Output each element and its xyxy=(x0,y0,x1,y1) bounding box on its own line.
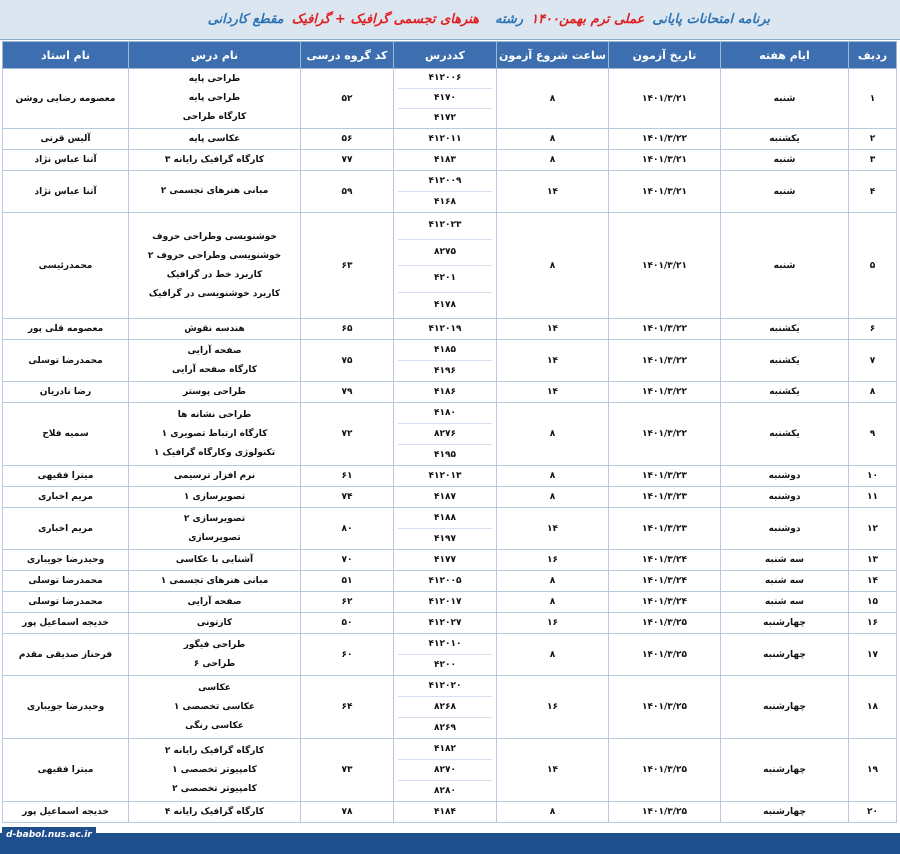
course-code: ۴۱۲۰۱۹ xyxy=(428,324,462,334)
cell-teacher: خدیجه اسماعیل پور xyxy=(3,613,129,634)
cell-day: چهارشنبه xyxy=(721,613,849,634)
course-code: ۴۱۸۷ xyxy=(434,492,456,502)
cell-date: ۱۴۰۱/۳/۲۲ xyxy=(609,403,721,466)
cell-group-code: ۷۲ xyxy=(301,403,394,466)
course-code: ۴۱۸۴ xyxy=(434,807,456,817)
cell-row-number: ۶ xyxy=(849,319,897,340)
cell-day: شنبه xyxy=(721,171,849,213)
table-row xyxy=(3,150,897,171)
cell-time: ۱۴ xyxy=(497,508,609,550)
table-row xyxy=(3,213,897,319)
cell-day: یکشنبه xyxy=(721,340,849,382)
cell-time: ۱۴ xyxy=(497,319,609,340)
cell-course-names xyxy=(129,508,301,550)
cell-course-codes xyxy=(394,382,497,403)
cell-group-code: ۷۷ xyxy=(301,150,394,171)
course-code: ۴۱۸۶ xyxy=(434,387,456,397)
cell-group-code: ۵۱ xyxy=(301,571,394,592)
cell-course-codes xyxy=(394,676,497,739)
cell-group-code: ۷۴ xyxy=(301,487,394,508)
cell-teacher: آتنا عباس نژاد xyxy=(3,171,129,213)
course-code: ۴۱۲۰۰۹ xyxy=(398,171,492,192)
cell-course-codes xyxy=(394,802,497,823)
cell-day: دوشنبه xyxy=(721,487,849,508)
cell-day: شنبه xyxy=(721,213,849,319)
cell-course-names xyxy=(129,634,301,676)
cell-group-code: ۶۰ xyxy=(301,634,394,676)
cell-day: شنبه xyxy=(721,69,849,129)
cell-time: ۱۶ xyxy=(497,550,609,571)
cell-date: ۱۴۰۱/۳/۲۱ xyxy=(609,150,721,171)
cell-course-names xyxy=(129,150,301,171)
course-code: ۴۱۷۲ xyxy=(434,113,456,123)
cell-date: ۱۴۰۱/۳/۲۱ xyxy=(609,171,721,213)
cell-course-codes xyxy=(394,739,497,802)
cell-time: ۱۶ xyxy=(497,676,609,739)
course-code: ۴۱۸۸ xyxy=(398,508,492,529)
cell-date: ۱۴۰۱/۳/۲۳ xyxy=(609,487,721,508)
course-name: هندسه نقوش xyxy=(184,323,245,334)
header-course-name: نام درس xyxy=(129,42,301,69)
cell-row-number: ۴ xyxy=(849,171,897,213)
title-part-5: مقطع کاردانی xyxy=(207,12,284,27)
course-code: ۴۱۷۷ xyxy=(434,555,456,565)
cell-group-code: ۷۳ xyxy=(301,739,394,802)
course-code: ۴۱۲۰۱۱ xyxy=(428,134,462,144)
course-name: کارگاه گرافیک رایانه ۴ xyxy=(164,806,265,817)
cell-teacher: محمدرضا توسلی xyxy=(3,340,129,382)
course-name: طراحی پایه xyxy=(188,93,241,103)
header-row-number: ردیف xyxy=(849,42,897,69)
cell-day: دوشنبه xyxy=(721,508,849,550)
cell-row-number: ۱۵ xyxy=(849,592,897,613)
course-code: ۴۱۷۸ xyxy=(434,299,456,310)
cell-course-names xyxy=(129,571,301,592)
cell-row-number: ۱۰ xyxy=(849,466,897,487)
cell-group-code: ۶۵ xyxy=(301,319,394,340)
cell-course-names xyxy=(129,466,301,487)
cell-course-codes xyxy=(394,129,497,150)
course-code: ۴۱۲۰۲۷ xyxy=(428,618,462,628)
course-code: ۴۱۲۰۰۶ xyxy=(398,69,492,89)
cell-group-code: ۶۲ xyxy=(301,592,394,613)
cell-time: ۱۴ xyxy=(497,382,609,403)
exam-schedule-table xyxy=(2,41,897,823)
course-code: ۴۱۸۳ xyxy=(434,155,456,165)
table-row xyxy=(3,592,897,613)
cell-course-names xyxy=(129,319,301,340)
cell-row-number: ۲ xyxy=(849,129,897,150)
cell-teacher: معصومه رضایی روشن xyxy=(3,69,129,129)
course-name: کامپیوتر تخصصی ۲ xyxy=(172,783,257,794)
course-name: کارگاه ارتباط تصویری ۱ xyxy=(161,428,268,439)
title-part-4: هنرهای تجسمی گرافیک + گرافیک xyxy=(291,12,480,27)
cell-teacher: معصومه قلی پور xyxy=(3,319,129,340)
cell-course-codes xyxy=(394,171,497,213)
course-name: نرم افزار ترسیمی xyxy=(173,470,256,481)
header-date: تاریخ آزمون xyxy=(609,42,721,69)
table-row xyxy=(3,550,897,571)
cell-teacher: آتنا عباس نژاد xyxy=(3,150,129,171)
site-watermark: d-babol.nus.ac.ir xyxy=(2,827,96,843)
cell-course-names xyxy=(129,403,301,466)
cell-time: ۱۴ xyxy=(497,171,609,213)
cell-course-names xyxy=(129,676,301,739)
course-name: آشنایی با عکاسی xyxy=(175,554,254,565)
course-name: کامپیوتر تخصصی ۱ xyxy=(172,764,257,775)
cell-time: ۱۶ xyxy=(497,613,609,634)
course-name: طراحی نشانه ها xyxy=(177,409,252,420)
course-code: ۸۲۷۰ xyxy=(398,760,492,781)
cell-course-codes xyxy=(394,150,497,171)
course-name: طراحی پایه xyxy=(188,74,241,84)
course-code: ۴۱۲۰۲۳ xyxy=(398,213,492,240)
cell-date: ۱۴۰۱/۳/۲۵ xyxy=(609,802,721,823)
course-code: ۴۱۲۰۱۳ xyxy=(428,471,462,481)
table-row xyxy=(3,340,897,382)
cell-teacher: میترا فقیهی xyxy=(3,466,129,487)
course-name: تکنولوژی وکارگاه گرافیک ۱ xyxy=(153,447,276,458)
cell-time: ۸ xyxy=(497,129,609,150)
cell-date: ۱۴۰۱/۳/۲۴ xyxy=(609,550,721,571)
table-row xyxy=(3,571,897,592)
course-code: ۴۱۸۰ xyxy=(398,403,492,424)
cell-row-number: ۳ xyxy=(849,150,897,171)
footer-bar xyxy=(0,833,900,854)
course-name: تصویرسازی ۱ xyxy=(183,491,246,502)
table-row xyxy=(3,319,897,340)
cell-course-codes xyxy=(394,634,497,676)
cell-course-names xyxy=(129,129,301,150)
cell-teacher: فرحناز صدیقی مقدم xyxy=(3,634,129,676)
cell-teacher: رضا نادریان xyxy=(3,382,129,403)
cell-day: سه شنبه xyxy=(721,592,849,613)
cell-date: ۱۴۰۱/۳/۲۲ xyxy=(609,340,721,382)
cell-row-number: ۱۹ xyxy=(849,739,897,802)
course-name: کاربرد خوشنویسی در گرافیک xyxy=(148,288,281,299)
cell-course-names xyxy=(129,340,301,382)
cell-course-names xyxy=(129,592,301,613)
page-title xyxy=(0,0,900,40)
header-group-code: کد گروه درسی xyxy=(301,42,394,69)
cell-date: ۱۴۰۱/۳/۲۲ xyxy=(609,129,721,150)
cell-group-code: ۶۳ xyxy=(301,213,394,319)
table-row xyxy=(3,69,897,129)
course-name: کارگاه گرافیک رایانه ۲ xyxy=(164,745,265,756)
cell-time: ۸ xyxy=(497,487,609,508)
cell-row-number: ۲۰ xyxy=(849,802,897,823)
cell-teacher: میترا فقیهی xyxy=(3,739,129,802)
cell-time: ۸ xyxy=(497,634,609,676)
cell-teacher: خدیجه اسماعیل پور xyxy=(3,802,129,823)
course-code: ۴۱۸۵ xyxy=(398,340,492,361)
title-part-3: رشته xyxy=(495,12,524,27)
cell-course-codes xyxy=(394,508,497,550)
table-row xyxy=(3,739,897,802)
cell-day: چهارشنبه xyxy=(721,802,849,823)
cell-time: ۸ xyxy=(497,592,609,613)
cell-teacher: مریم اخباری xyxy=(3,508,129,550)
table-row xyxy=(3,676,897,739)
cell-date: ۱۴۰۱/۳/۲۱ xyxy=(609,69,721,129)
cell-time: ۸ xyxy=(497,802,609,823)
cell-row-number: ۹ xyxy=(849,403,897,466)
cell-day: شنبه xyxy=(721,150,849,171)
cell-day: سه شنبه xyxy=(721,571,849,592)
cell-date: ۱۴۰۱/۳/۲۵ xyxy=(609,676,721,739)
table-row xyxy=(3,466,897,487)
cell-day: چهارشنبه xyxy=(721,676,849,739)
cell-course-codes xyxy=(394,550,497,571)
cell-teacher: محمدرئیسی xyxy=(3,213,129,319)
table-header-row xyxy=(3,42,897,69)
course-code: ۴۱۹۶ xyxy=(434,366,456,376)
cell-course-codes xyxy=(394,613,497,634)
table-row xyxy=(3,382,897,403)
course-name: طراحی فیگور xyxy=(183,639,246,650)
cell-course-codes xyxy=(394,466,497,487)
course-code: ۴۱۹۷ xyxy=(434,534,456,544)
cell-time: ۸ xyxy=(497,466,609,487)
cell-time: ۸ xyxy=(497,403,609,466)
cell-date: ۱۴۰۱/۳/۲۴ xyxy=(609,592,721,613)
header-course-code: کددرس xyxy=(394,42,497,69)
course-name: مبانی هنرهای تجسمی ۱ xyxy=(160,575,269,586)
header-time: ساعت شروع آزمون xyxy=(497,42,609,69)
cell-course-names xyxy=(129,382,301,403)
course-code: ۸۲۶۹ xyxy=(434,723,456,733)
course-code: ۴۱۹۵ xyxy=(434,450,456,460)
cell-date: ۱۴۰۱/۳/۲۳ xyxy=(609,508,721,550)
table-row xyxy=(3,487,897,508)
cell-group-code: ۵۹ xyxy=(301,171,394,213)
cell-time: ۸ xyxy=(497,213,609,319)
cell-date: ۱۴۰۱/۳/۲۵ xyxy=(609,739,721,802)
cell-date: ۱۴۰۱/۳/۲۵ xyxy=(609,613,721,634)
cell-teacher: آلیس قرنی xyxy=(3,129,129,150)
table-body xyxy=(3,69,897,823)
course-name: عکاسی xyxy=(198,682,231,693)
cell-group-code: ۸۰ xyxy=(301,508,394,550)
cell-row-number: ۱۱ xyxy=(849,487,897,508)
course-name: کارگاه گرافیک رایانه ۳ xyxy=(164,154,265,165)
cell-group-code: ۵۶ xyxy=(301,129,394,150)
cell-course-codes xyxy=(394,403,497,466)
course-name: عکاسی رنگی xyxy=(185,720,244,731)
table-row xyxy=(3,634,897,676)
cell-course-names xyxy=(129,802,301,823)
cell-course-codes xyxy=(394,571,497,592)
cell-course-names xyxy=(129,739,301,802)
cell-time: ۱۴ xyxy=(497,739,609,802)
cell-time: ۸ xyxy=(497,150,609,171)
course-code: ۴۱۸۲ xyxy=(398,739,492,760)
course-code: ۸۲۷۶ xyxy=(398,424,492,445)
course-code: ۸۲۸۰ xyxy=(434,786,456,796)
title-part-2: عملی ترم بهمن۱۴۰۰ xyxy=(531,12,645,27)
cell-day: یکشنبه xyxy=(721,382,849,403)
course-code: ۴۱۶۸ xyxy=(434,197,456,207)
cell-teacher: سمیه فلاح xyxy=(3,403,129,466)
cell-group-code: ۵۲ xyxy=(301,69,394,129)
cell-row-number: ۸ xyxy=(849,382,897,403)
course-name: تصویرسازی xyxy=(188,532,241,543)
course-name: مبانی هنرهای تجسمی ۲ xyxy=(160,186,269,196)
cell-group-code: ۷۵ xyxy=(301,340,394,382)
header-teacher: نام استاد xyxy=(3,42,129,69)
cell-group-code: ۵۰ xyxy=(301,613,394,634)
course-name: طراحی ۶ xyxy=(193,658,236,669)
cell-course-names xyxy=(129,487,301,508)
cell-group-code: ۶۴ xyxy=(301,676,394,739)
course-code: ۸۲۶۸ xyxy=(398,697,492,718)
cell-date: ۱۴۰۱/۳/۲۳ xyxy=(609,466,721,487)
cell-row-number: ۷ xyxy=(849,340,897,382)
cell-group-code: ۷۸ xyxy=(301,802,394,823)
course-name: تصویرسازی ۲ xyxy=(183,513,246,524)
cell-day: یکشنبه xyxy=(721,403,849,466)
cell-course-names xyxy=(129,69,301,129)
course-name: عکاسی تخصصی ۱ xyxy=(173,701,256,712)
cell-day: دوشنبه xyxy=(721,466,849,487)
cell-time: ۱۴ xyxy=(497,340,609,382)
course-name: طراحی پوستر xyxy=(182,386,247,397)
cell-date: ۱۴۰۱/۳/۲۲ xyxy=(609,319,721,340)
cell-teacher: محمدرضا توسلی xyxy=(3,592,129,613)
cell-teacher: وحیدرضا جویباری xyxy=(3,550,129,571)
table-row xyxy=(3,403,897,466)
table-row xyxy=(3,508,897,550)
cell-group-code: ۶۱ xyxy=(301,466,394,487)
cell-teacher: مریم اخباری xyxy=(3,487,129,508)
table-row xyxy=(3,129,897,150)
course-name: خوشنویسی وطراحی حروف ۲ xyxy=(147,250,282,261)
cell-day: چهارشنبه xyxy=(721,634,849,676)
cell-course-codes xyxy=(394,213,497,319)
course-code: ۴۱۲۰۱۰ xyxy=(398,634,492,655)
cell-group-code: ۷۹ xyxy=(301,382,394,403)
cell-group-code: ۷۰ xyxy=(301,550,394,571)
course-code: ۴۲۰۰ xyxy=(434,660,456,670)
course-name: عکاسی پایه xyxy=(188,133,241,144)
cell-course-codes xyxy=(394,69,497,129)
cell-teacher: وحیدرضا جویباری xyxy=(3,676,129,739)
table-row xyxy=(3,171,897,213)
course-code: ۴۱۲۰۱۷ xyxy=(428,597,462,607)
course-name: کاربرد خط در گرافیک xyxy=(166,269,263,280)
table-row xyxy=(3,802,897,823)
cell-course-codes xyxy=(394,340,497,382)
cell-row-number: ۱۷ xyxy=(849,634,897,676)
table-row xyxy=(3,613,897,634)
cell-day: چهارشنبه xyxy=(721,739,849,802)
cell-course-names xyxy=(129,171,301,213)
course-code: ۴۱۲۰۰۵ xyxy=(428,576,462,586)
course-code: ۸۲۷۵ xyxy=(398,240,492,267)
course-name: خوشنویسی وطراحی حروف xyxy=(152,231,277,242)
cell-course-codes xyxy=(394,592,497,613)
cell-row-number: ۱۴ xyxy=(849,571,897,592)
cell-row-number: ۱۸ xyxy=(849,676,897,739)
cell-row-number: ۱۶ xyxy=(849,613,897,634)
course-name: صفحه آرایی xyxy=(187,596,242,607)
cell-date: ۱۴۰۱/۳/۲۱ xyxy=(609,213,721,319)
cell-course-names xyxy=(129,213,301,319)
cell-course-codes xyxy=(394,319,497,340)
cell-day: یکشنبه xyxy=(721,319,849,340)
course-name: صفحه آرایی xyxy=(187,345,242,356)
course-code: ۴۲۰۱ xyxy=(398,266,492,293)
cell-course-codes xyxy=(394,487,497,508)
course-name: کارگاه طراحی xyxy=(182,112,247,122)
cell-time: ۸ xyxy=(497,69,609,129)
cell-teacher: محمدرضا توسلی xyxy=(3,571,129,592)
course-code: ۴۱۲۰۲۰ xyxy=(398,676,492,697)
cell-date: ۱۴۰۱/۳/۲۲ xyxy=(609,382,721,403)
cell-date: ۱۴۰۱/۳/۲۵ xyxy=(609,634,721,676)
cell-course-names xyxy=(129,613,301,634)
header-day: ایام هفته xyxy=(721,42,849,69)
cell-row-number: ۵ xyxy=(849,213,897,319)
cell-course-names xyxy=(129,550,301,571)
course-name: کارگاه صفحه آرایی xyxy=(172,364,257,375)
title-part-1: برنامه امتحانات پایانی xyxy=(652,12,770,27)
cell-day: سه شنبه xyxy=(721,550,849,571)
cell-time: ۸ xyxy=(497,571,609,592)
cell-day: یکشنبه xyxy=(721,129,849,150)
course-code: ۴۱۷۰ xyxy=(398,89,492,109)
cell-row-number: ۱ xyxy=(849,69,897,129)
course-name: کارتونی xyxy=(196,617,233,628)
cell-date: ۱۴۰۱/۳/۲۴ xyxy=(609,571,721,592)
cell-row-number: ۱۲ xyxy=(849,508,897,550)
cell-row-number: ۱۳ xyxy=(849,550,897,571)
